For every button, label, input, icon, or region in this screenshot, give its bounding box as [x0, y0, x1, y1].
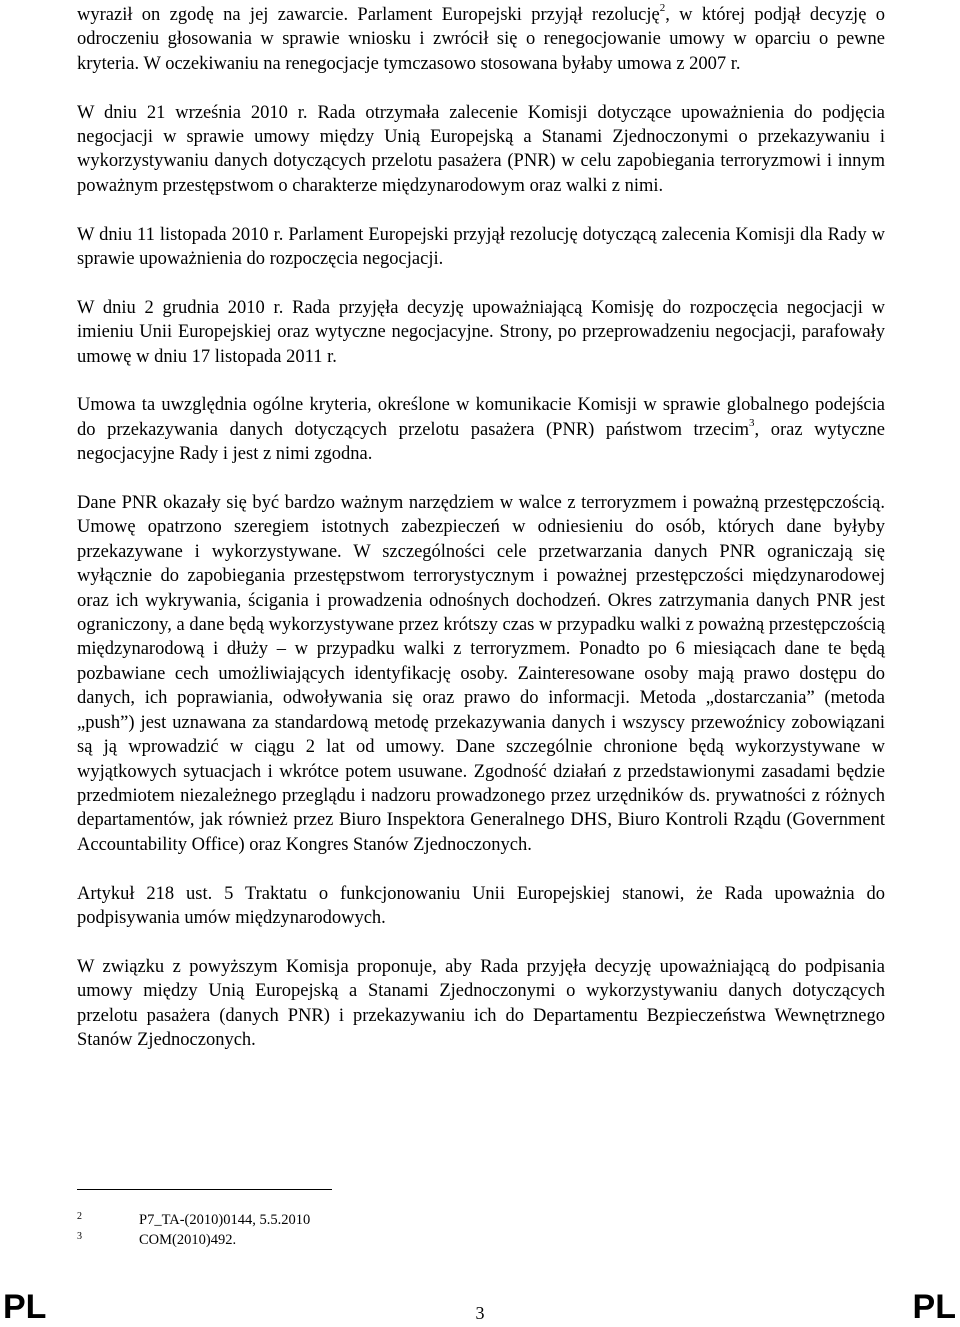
- paragraph-4: W dniu 2 grudnia 2010 r. Rada przyjęła decyzję upoważniającą Komisję do rozpoczęcia negocjacji w imieniu Unii Europejskiej oraz wytyczne negocjacyjne. Strony, po przeprowadzeniu negocjacji, parafowały umowę w dniu 17 listopada 2011 r.: [77, 297, 885, 367]
- paragraph-8: W związku z powyższym Komisja proponuje, aby Rada przyjęła decyzję upoważniającą do podpisania umowy między Unią Europejską a Stanami Zjednoczonymi o wykorzystywaniu danych dotyczących przelotu pasażera (danych PNR) i przekazywaniu ich do Departamentu Bezpieczeństwa Wewnętrznego Stanów Zjednoczonych.: [77, 956, 885, 1050]
- footnote-text: P7_TA-(2010)0144, 5.5.2010: [139, 1212, 311, 1228]
- page-number: 3: [475, 1303, 485, 1323]
- footnote-3: [77, 1230, 777, 1250]
- footnotes: [77, 1210, 777, 1250]
- page-footer: [0, 1288, 960, 1327]
- footnote-2: [77, 1210, 777, 1230]
- language-code-right: PL: [912, 1288, 956, 1326]
- paragraph-7: Artykuł 218 ust. 5 Traktatu o funkcjonowaniu Unii Europejskiej stanowi, że Rada upoważnia do podpisywania umów międzynarodowych.: [77, 883, 885, 928]
- footnote-separator: [77, 1189, 332, 1190]
- paragraph-1-text-b: , w której podjął decyzję o odroczeniu głosowania w sprawie wniosku i zwrócił się o renegocjowanie umowy w oparciu o pewne kryteria. W oczekiwaniu na renegocjacje tymczasowo stosowana byłaby umowa z 2007 r.: [77, 5, 885, 74]
- paragraph-1-text-a: wyraził on zgodę na jej zawarcie. Parlament Europejski przyjął rezolucję: [77, 5, 660, 25]
- paragraph-1: [77, 3, 885, 76]
- paragraph-5-text-b: , oraz wytyczne negocjacyjne Rady i jest z nimi zgodna.: [77, 419, 885, 465]
- paragraph-3: W dniu 11 listopada 2010 r. Parlament Europejski przyjął rezolucję dotyczącą zalecenia Komisji dla Rady w sprawie upoważnienia do rozpoczęcia negocjacji.: [77, 224, 885, 270]
- language-code-left: PL: [3, 1288, 47, 1326]
- footnote-number: 2: [77, 1211, 82, 1222]
- paragraph-5-text-a: Umowa ta uwzględnia ogólne kryteria, określone w komunikacie Komisji w sprawie globalnego podejścia do przekazywania danych dotyczących przelotu pasażera (PNR) państwom trzecim: [77, 395, 885, 440]
- paragraph-6: Dane PNR okazały się być bardzo ważnym narzędziem w walce z terroryzmem i poważną przestępczością. Umowę opatrzono szeregiem istotnych zabezpieczeń w odniesieniu do osób, których dane byłyby przekazywane i wykorzystywane. W szczególności cele przetwarzania danych PNR ograniczają się wyłącznie do zapobiegania przestępstwom terrorystycznym i poważnej przestępczości międzynarodowej oraz ich wykrywania, ścigania i prowadzenia odnośnych dochodzeń. Okres zatrzymania danych PNR jest ograniczony, a dane będą wykorzystywane przez krótszy czas w przypadku walki z poważną przestępczością międzynarodową i dłuży – w przypadku walki z terroryzmem. Ponadto po 6 miesiącach dane te będą pozbawiane cech umożliwiających identyfikację osoby. Zainteresowane osoby mają prawo dostępu do danych, ich poprawiania, odwoływania się oraz prawo do informacji. Metoda „dostarczania” (metoda „push”) jest uznawana za standardową metodę przekazywania danych i wszyscy przewoźnicy zobowiązani są ją wprowadzić w ciągu 2 lat od umowy. Dane szczególnie chronione będą wykorzystywane w wyjątkowych sytuacjach i wkrótce potem usuwane. Zgodność działań z przedstawionymi zasadami będzie przedmiotem niezależnego przeglądu i nadzoru prowadzonego przez urzędników ds. prywatności z różnych departamentów, jak również przez Biuro Inspektora Generalnego DHS, Biuro Kontroli Rządu (Government Accountability Office) oraz Kongres Stanów Zjednoczonych.: [77, 493, 885, 855]
- footnote-number: 3: [77, 1231, 82, 1242]
- paragraph-2: W dniu 21 września 2010 r. Rada otrzymała zalecenie Komisji dotyczące upoważnienia do podjęcia negocjacji w sprawie umowy między Unią Europejską a Stanami Zjednoczonymi o przekazywaniu i wykorzystywaniu danych dotyczących przelotu pasażera (PNR) w celu zapobiegania terroryzmowi i innym poważnym przestępstwom o charakterze międzynarodowym oraz walki z nimi.: [77, 102, 885, 196]
- body-text: [77, 3, 885, 1077]
- footnote-ref-2: 2: [659, 1, 666, 14]
- paragraph-5: [77, 393, 885, 466]
- footnote-ref-3: 3: [749, 416, 755, 429]
- footnote-text: COM(2010)492.: [139, 1232, 237, 1248]
